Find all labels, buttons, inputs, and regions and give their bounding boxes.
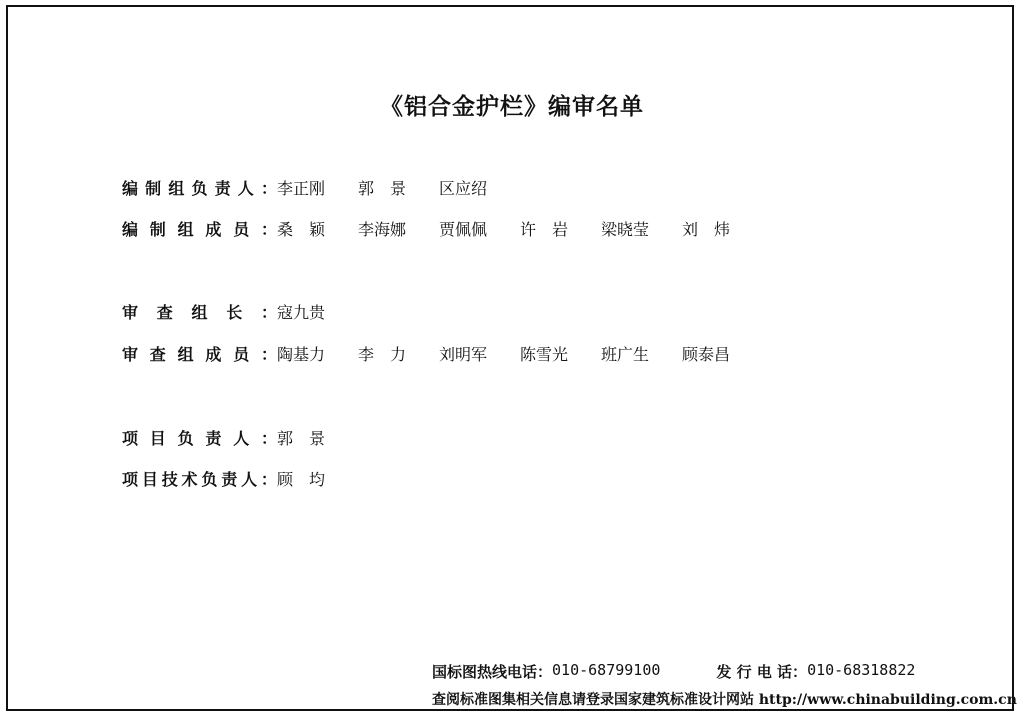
hotline-number: 010-68799100	[552, 661, 661, 679]
person-name: 顾泰昌	[682, 344, 731, 364]
person-name: 李 力	[358, 344, 407, 364]
roster-row	[122, 425, 358, 449]
person-name: 班广生	[601, 344, 650, 364]
name-list	[277, 467, 358, 490]
roster-row	[122, 175, 520, 199]
footer-phones	[432, 661, 915, 682]
person-name: 顾 均	[277, 469, 326, 489]
issue-phone-number: 010-68318822	[807, 661, 916, 679]
role-label: 编 制 组 成 员 ：	[122, 219, 277, 239]
issue-phone-label: 发 行 电 话：	[716, 663, 808, 681]
person-name: 陈雪光	[520, 344, 569, 364]
roster-row	[122, 299, 358, 323]
name-list	[277, 176, 520, 199]
roster-row	[122, 216, 763, 240]
person-name: 许 岩	[520, 219, 569, 239]
roster-row	[122, 341, 763, 365]
person-name: 郭 景	[358, 178, 407, 198]
role-label: 项 目 负 责 人 ：	[122, 428, 277, 448]
person-name: 刘 炜	[682, 219, 731, 239]
name-list	[277, 300, 358, 323]
role-label: 项 目 技 术 负 责 人 ：	[122, 469, 277, 489]
name-list	[277, 426, 358, 449]
role-label: 审 查 组 长 ：	[122, 302, 277, 322]
role-label: 编 制 组 负 责 人 ：	[122, 178, 277, 198]
person-name: 李海娜	[358, 219, 407, 239]
person-name: 区应绍	[439, 178, 488, 198]
person-name: 贾佩佩	[439, 219, 488, 239]
role-label: 审 查 组 成 员 ：	[122, 344, 277, 364]
person-name: 李正刚	[277, 178, 326, 198]
document-title: 《铝合金护栏》编审名单	[380, 94, 644, 120]
name-list	[277, 217, 763, 240]
person-name: 刘明军	[439, 344, 488, 364]
person-name: 寇九贵	[277, 302, 326, 322]
person-name: 桑 颖	[277, 219, 326, 239]
website-notice: 查阅标准图集相关信息请登录国家建筑标准设计网站 http://www.chinabuilding.com.cn	[432, 692, 1017, 708]
roster-row	[122, 466, 358, 490]
name-list	[277, 342, 763, 365]
person-name: 梁晓莹	[601, 219, 650, 239]
person-name: 陶基力	[277, 344, 326, 364]
person-name: 郭 景	[277, 428, 326, 448]
hotline-label: 国标图热线电话：	[432, 663, 553, 681]
